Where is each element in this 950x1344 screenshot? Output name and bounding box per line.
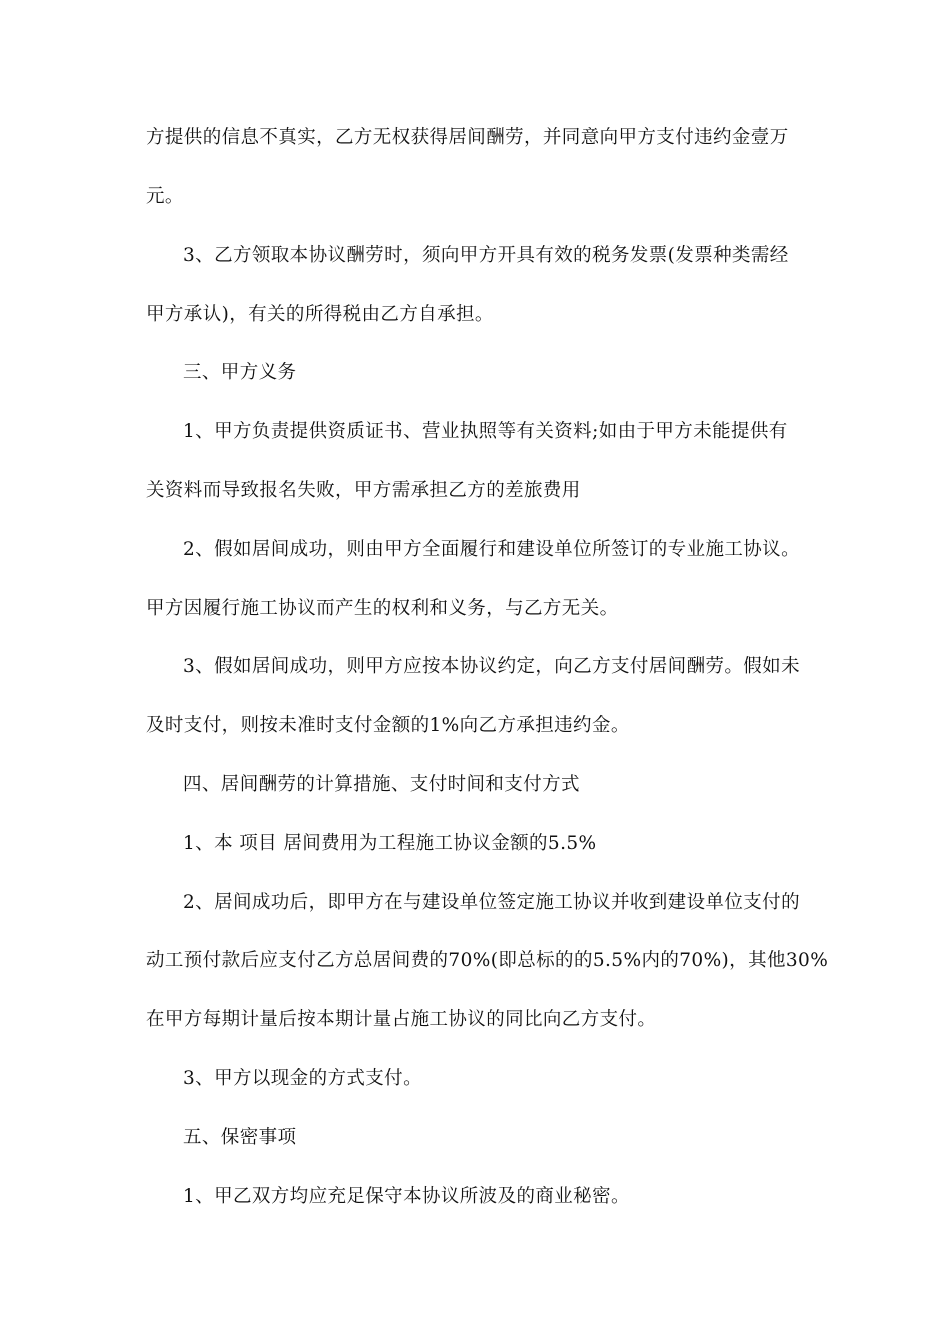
paragraph-line: 2、居间成功后，即甲方在与建设单位签定施工协议并收到建设单位支付的: [183, 892, 800, 913]
paragraph-line: 1、甲乙双方均应充足保守本协议所波及的商业秘密。: [183, 1186, 630, 1207]
paragraph-line: 动工预付款后应支付乙方总居间费的70%(即总标的的5.5%内的70%)，其他30%: [146, 950, 829, 971]
paragraph-line: 元。: [146, 186, 184, 207]
paragraph-line: 3、甲方以现金的方式支付。: [183, 1068, 422, 1089]
paragraph-line: 甲方承认)，有关的所得税由乙方自承担。: [146, 304, 494, 325]
paragraph-line: 及时支付，则按未准时支付金额的1%向乙方承担违约金。: [146, 715, 630, 736]
paragraph-line: 方提供的信息不真实，乙方无权获得居间酬劳，并同意向甲方支付违约金壹万: [146, 127, 789, 148]
paragraph-line: 1、甲方负责提供资质证书、营业执照等有关资料;如由于甲方未能提供有: [183, 421, 788, 442]
section-heading: 三、甲方义务: [183, 362, 297, 383]
paragraph-line: 2、假如居间成功，则由甲方全面履行和建设单位所签订的专业施工协议。: [183, 539, 800, 560]
paragraph-line: 3、乙方领取本协议酬劳时，须向甲方开具有效的税务发票(发票种类需经: [183, 245, 789, 266]
paragraph-line: 在甲方每期计量后按本期计量占施工协议的同比向乙方支付。: [146, 1009, 657, 1030]
section-heading: 五、保密事项: [183, 1127, 297, 1148]
paragraph-line: 3、假如居间成功，则甲方应按本协议约定，向乙方支付居间酬劳。假如未: [183, 656, 800, 677]
section-heading: 四、居间酬劳的计算措施、支付时间和支付方式: [183, 774, 580, 795]
paragraph-line: 关资料而导致报名失败，甲方需承担乙方的差旅费用: [146, 480, 581, 501]
paragraph-line: 1、本 项目 居间费用为工程施工协议金额的5.5%: [183, 833, 597, 854]
paragraph-line: 甲方因履行施工协议而产生的权利和义务，与乙方无关。: [146, 598, 619, 619]
